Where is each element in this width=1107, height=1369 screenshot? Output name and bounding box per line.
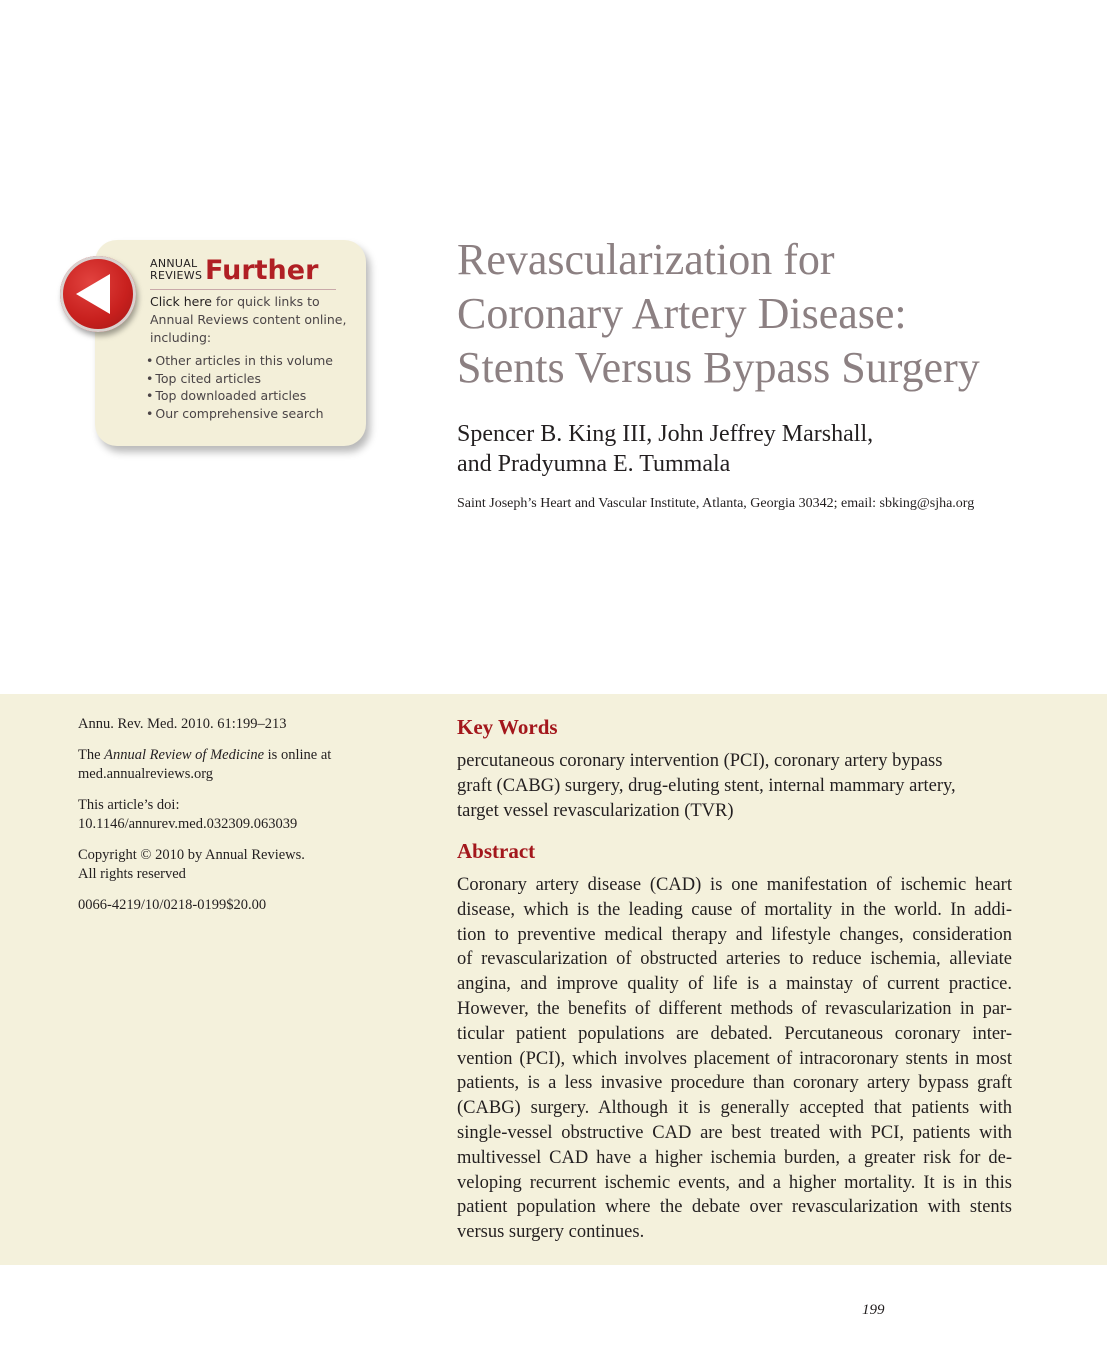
title-line: Revascularization for [457, 235, 835, 284]
abstract-line: Coronary artery disease (CAD) is one manifestation of ischemic heart [457, 875, 1012, 895]
annual-reviews-logo [150, 258, 202, 282]
abstract-line: However, the benefits of different methods of revascularization in par- [457, 998, 1012, 1019]
rights-line: All rights reserved [78, 866, 186, 882]
article-authors [457, 419, 1077, 479]
author-affiliation: Saint Joseph’s Heart and Vascular Institute, Atlanta, Georgia 30342; email: sbking@sjha.org [457, 496, 975, 511]
keywords-heading: Key Words [457, 715, 558, 739]
further-heading: Further [205, 255, 319, 286]
abstract-line: vention (PCI), which involves placement of intracoronary stents in most [457, 1048, 1012, 1069]
brand-line2: REVIEWS [150, 269, 203, 282]
keywords-line: graft (CABG) surgery, drug-eluting stent, internal mammary artery, [457, 776, 956, 796]
author-line: Spencer B. King III, John Jeffrey Marshall, [457, 421, 874, 447]
further-intro [150, 293, 350, 347]
abstract-line: versus surgery continues. [457, 1222, 645, 1243]
abstract-line: patient population where the debate over revascularization with stents [457, 1197, 1012, 1218]
doi-label: This article’s doi: [78, 796, 180, 813]
abstract-line: multivessel CAD have a higher ischemia burden, a greater risk for de- [457, 1147, 1012, 1168]
article-metadata [78, 715, 378, 926]
further-link-top-cited[interactable]: • Top cited articles [146, 370, 333, 388]
journal-url[interactable]: med.annualreviews.org [78, 766, 214, 782]
copyright-line: Copyright © 2010 by Annual Reviews. [78, 846, 305, 863]
title-line: Coronary Artery Disease: [457, 289, 907, 338]
doi-value[interactable]: 10.1146/annurev.med.032309.063039 [78, 816, 298, 832]
abstract-line: ticular patient populations are debated. Percutaneous coronary inter- [457, 1023, 1012, 1044]
brand-line1: ANNUAL [150, 257, 198, 270]
abstract-text [457, 873, 1012, 1245]
further-links-list [146, 352, 333, 423]
further-link-top-downloaded[interactable]: • Top downloaded articles [146, 387, 333, 405]
doi-note [78, 796, 378, 835]
keywords-line: target vessel revascularization (TVR) [457, 801, 734, 821]
abstract-line: single-vessel obstructive CAD are best treated with PCI, patients with [457, 1122, 1012, 1143]
online-note [78, 746, 378, 785]
further-intro-text: for quick links to Annual Reviews content online, including: [150, 294, 347, 345]
left-arrow-icon [60, 256, 136, 332]
page-number: 199 [862, 1302, 885, 1318]
author-line: and Pradyumna E. Tummala [457, 451, 731, 477]
further-link-other-articles[interactable]: • Other articles in this volume [146, 352, 333, 370]
abstract-line: tion to preventive medical therapy and lifestyle changes, consideration [457, 924, 1012, 945]
keywords-text [457, 749, 1017, 824]
abstract-line: of revascularization of obstructed arteries to reduce ischemia, alleviate [457, 949, 1012, 970]
abstract-heading: Abstract [457, 839, 536, 863]
online-pre: The [78, 746, 105, 763]
abstract-line: angina, and improve quality of life is a mainstay of current practice. [457, 974, 1012, 995]
article-title [457, 233, 1077, 395]
title-line: Stents Versus Bypass Surgery [457, 343, 980, 392]
click-here-link[interactable]: Click here [150, 294, 212, 309]
keywords-line: percutaneous coronary intervention (PCI), coronary artery bypass [457, 751, 943, 771]
journal-name: Annual Review of Medicine [104, 746, 265, 763]
abstract-line: patients, is a less invasive procedure than coronary artery bypass graft [457, 1073, 1012, 1094]
online-post: is online at [264, 746, 332, 763]
issn: 0066-4219/10/0218-0199$20.00 [78, 896, 267, 913]
further-link-search[interactable]: • Our comprehensive search [146, 405, 333, 423]
abstract-line: veloping recurrent ischemic events, and a higher mortality. It is in this [457, 1172, 1012, 1193]
abstract-line: disease, which is the leading cause of mortality in the world. In addi- [457, 899, 1012, 920]
citation: Annu. Rev. Med. 2010. 61:199–213 [78, 716, 287, 732]
further-link-icon[interactable] [60, 256, 136, 332]
further-divider [150, 289, 336, 290]
copyright-note [78, 846, 378, 885]
abstract-line: (CABG) surgery. Although it is generally accepted that patients with [457, 1098, 1012, 1119]
